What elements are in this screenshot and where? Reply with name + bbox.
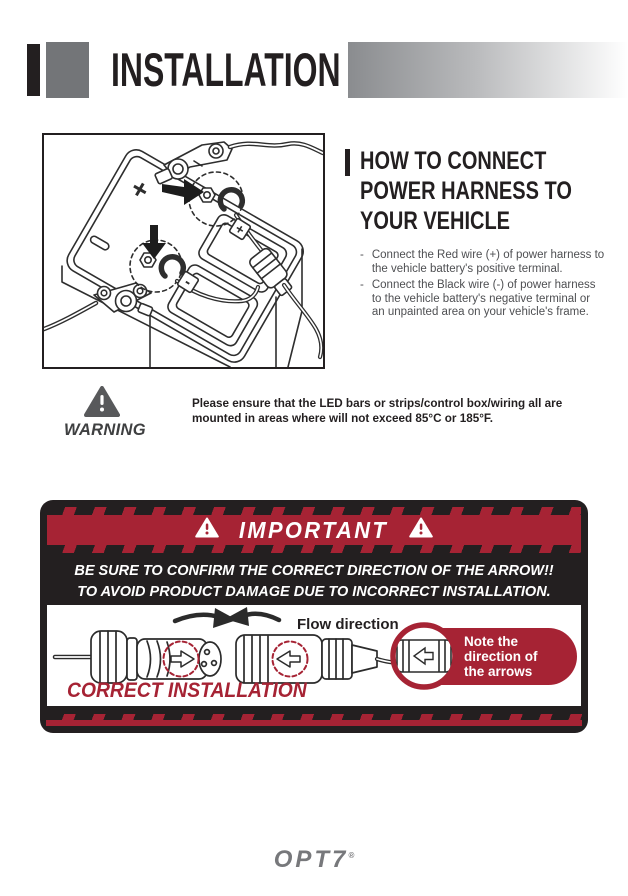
negative-terminal-clamp — [94, 283, 153, 316]
heading-accent-bar — [345, 149, 350, 176]
section-title: HOW TO CONNECT POWER HARNESS TO YOUR VEHICLE — [360, 147, 572, 235]
male-connector — [91, 631, 221, 683]
instruction-list — [360, 249, 605, 320]
correct-installation-caption: CORRECT INSTALLATION — [67, 679, 307, 702]
bullet-marker: - — [360, 279, 364, 292]
important-banner — [47, 507, 581, 553]
positive-highlight-circle — [189, 172, 243, 226]
warning-triangle-icon — [409, 517, 433, 543]
brand-logo: OPT7® — [273, 846, 355, 873]
note-callout — [391, 625, 577, 687]
important-title: IMPORTANT — [239, 516, 389, 543]
how-to-connect-section — [360, 146, 605, 323]
important-bottom-band — [47, 706, 581, 728]
flow-arrow-icon — [243, 614, 279, 620]
bullet-text: Connect the Red wire (+) of power harness to the vehicle battery's positive terminal. — [371, 249, 605, 275]
header-accent-bar — [27, 44, 40, 96]
positive-wire-tag: + — [232, 220, 248, 238]
hazard-stripe — [47, 545, 581, 553]
warning-triangle-icon — [195, 517, 219, 543]
flow-arrow-icon — [175, 615, 219, 621]
page-title: INSTALLATION — [111, 43, 341, 96]
list-item — [360, 279, 605, 320]
warning-text: Please ensure that the LED bars or strips/control box/wiring all are mounted in areas where will not exceed 85°C or 185°F. — [192, 397, 563, 425]
header-gradient-bar — [348, 42, 628, 98]
svg-text:Note the: Note the — [464, 634, 518, 649]
warning-badge — [64, 386, 146, 440]
warning-label: WARNING — [64, 421, 146, 439]
female-connector — [236, 635, 405, 683]
warning-triangle-icon — [64, 386, 140, 418]
battery-diagram-illustration — [44, 135, 323, 367]
list-item — [360, 249, 605, 276]
battery-positive-mark: + — [125, 172, 155, 207]
important-panel — [40, 500, 588, 733]
hazard-stripe — [46, 714, 582, 726]
svg-text:the arrows: the arrows — [464, 664, 533, 679]
svg-text:direction of: direction of — [464, 649, 538, 664]
header-accent-square — [46, 42, 89, 98]
trademark-mark: ® — [348, 851, 355, 860]
negative-wire-tag: - — [180, 273, 195, 292]
important-message: BE SURE TO CONFIRM THE CORRECT DIRECTION OF THE ARROW!! TO AVOID PRODUCT DAMAGE DUE TO INCORRECT INSTALLATION. — [74, 563, 554, 600]
important-content — [47, 605, 581, 706]
bullet-marker: - — [360, 249, 364, 261]
flow-direction-label: Flow direction — [297, 616, 399, 633]
battery-diagram-frame — [42, 133, 325, 369]
bullet-text: Connect the Black wire (-) of power harness to the vehicle battery's negative terminal or an unpainted area on your vehicle's frame. — [371, 279, 596, 319]
positive-terminal-clamp — [155, 142, 232, 184]
